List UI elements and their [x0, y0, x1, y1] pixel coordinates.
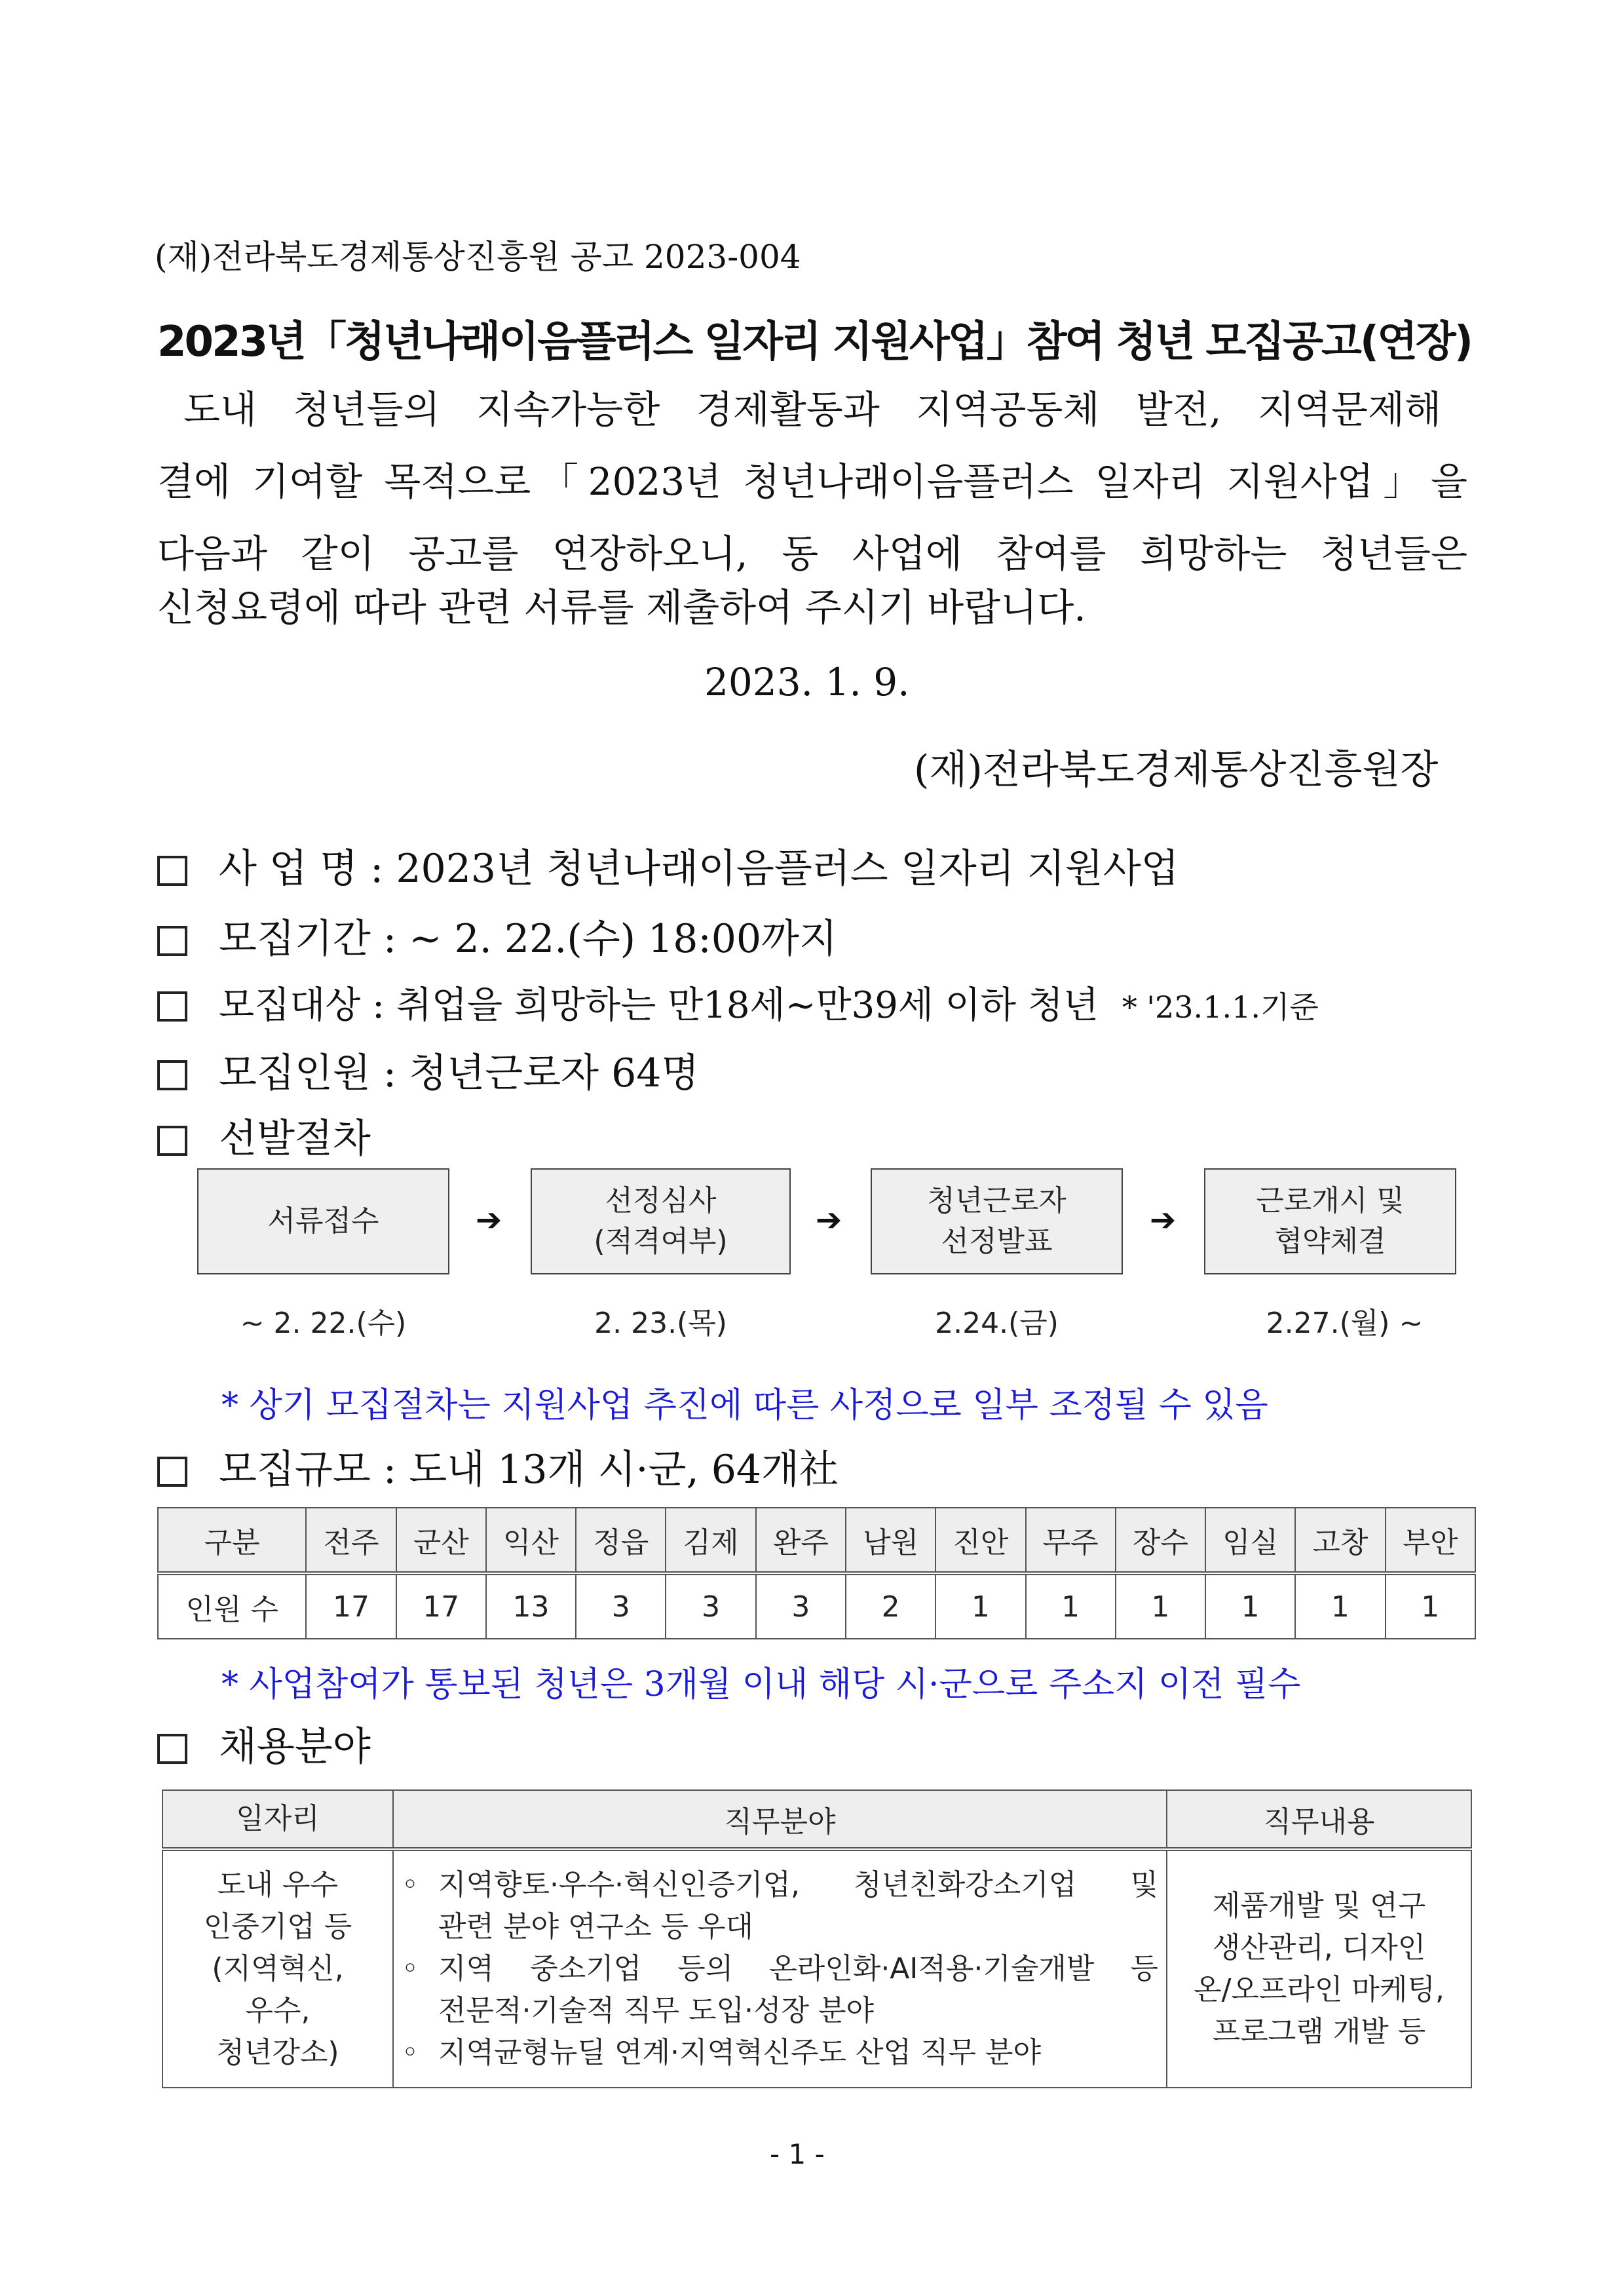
checkbox-icon — [157, 856, 187, 886]
scale-header-city: 남원 — [846, 1508, 935, 1573]
scale-cell-count: 1 — [1205, 1573, 1295, 1639]
checkbox-icon — [157, 1734, 187, 1764]
scale-cell-count: 2 — [846, 1573, 935, 1639]
checkbox-icon — [157, 1126, 187, 1156]
intro-line-1: 도내 청년들의 지속가능한 경제활동과 지역공동체 발전, 지역문제해 — [183, 387, 1441, 432]
job-content-cell — [1167, 1849, 1471, 2088]
issuer: (재)전라북도경제통상진흥원장 — [914, 747, 1439, 793]
checkbox-icon — [157, 1060, 187, 1090]
scale-row-label: 인원 수 — [158, 1573, 306, 1639]
item-scale-text: 모집규모 : 도내 13개 시·군, 64개社 — [219, 1447, 839, 1493]
job-category-line: (지역혁신, — [212, 1952, 344, 1985]
item-period-text: 모집기간 : ~ 2. 22.(수) 18:00까지 — [219, 916, 837, 962]
scale-cell-count: 17 — [306, 1573, 396, 1639]
arrow-icon: ➔ — [476, 1202, 502, 1238]
scale-cell-count: 1 — [1026, 1573, 1116, 1639]
item-target-text: 모집대상 : 취업을 희망하는 만18세~만39세 이하 청년 — [219, 984, 1099, 1027]
scale-header-city: 무주 — [1026, 1508, 1116, 1573]
item-headcount-text: 모집인원 : 청년근로자 64명 — [219, 1050, 700, 1096]
scale-header-city: 진안 — [935, 1508, 1025, 1573]
item-field-text: 채용분야 — [219, 1724, 371, 1770]
selection-note: * 상기 모집절차는 지원사업 추진에 따른 사정으로 일부 조정될 수 있음 — [221, 1386, 1268, 1425]
checkbox-icon — [157, 926, 187, 956]
step-1-label: 서류접수 — [267, 1204, 379, 1238]
scale-header-city: 장수 — [1116, 1508, 1205, 1573]
scale-header-label: 구분 — [158, 1508, 306, 1573]
bullet-icon: ◦ — [402, 1952, 419, 1985]
scale-cell-count: 3 — [576, 1573, 666, 1639]
scale-header-city: 정읍 — [576, 1508, 666, 1573]
arrow-icon: ➔ — [816, 1202, 842, 1238]
scale-header-city: 김제 — [666, 1508, 755, 1573]
job-field-text: 관련 분야 연구소 등 우대 — [438, 1910, 753, 1943]
step-4-label: 근로개시 및 — [1256, 1184, 1405, 1217]
scale-header-city: 완주 — [756, 1508, 846, 1573]
scale-header-city: 익산 — [486, 1508, 576, 1573]
scale-header-city: 임실 — [1205, 1508, 1295, 1573]
job-field-bullet — [402, 2032, 1158, 2074]
item-project-text: 사 업 명 : 2023년 청년나래이음플러스 일자리 지원사업 — [219, 846, 1179, 892]
job-category-line: 인중기업 등 — [203, 1910, 352, 1943]
checkbox-icon — [157, 991, 187, 1022]
item-target-note: * '23.1.1.기준 — [1122, 989, 1319, 1025]
job-header-content: 직무내용 — [1167, 1790, 1471, 1849]
job-category-line: 청년강소) — [216, 2036, 339, 2069]
job-content-line: 온/오프라인 마케팅, — [1194, 1973, 1445, 2006]
item-selection — [157, 1107, 371, 1164]
job-field-text: 전문적·기술적 직무 도입·성장 분야 — [438, 1994, 874, 2027]
bullet-icon: ◦ — [402, 2036, 419, 2069]
scale-cell-count: 13 — [486, 1573, 576, 1639]
intro-line-2: 결에 기여할 목적으로「2023년 청년나래이음플러스 일자리 지원사업」을 — [157, 459, 1467, 504]
job-field-text: 지역 중소기업 등의 온라인화·AI적용·기술개발 등 — [438, 1952, 1158, 1985]
step-4-sublabel: 협약체결 — [1274, 1225, 1386, 1258]
job-field-cell — [393, 1849, 1167, 2088]
step-1-date: ~ 2. 22.(수) — [240, 1307, 407, 1340]
step-3-sublabel: 선정발표 — [941, 1225, 1053, 1258]
job-table — [162, 1789, 1472, 2088]
page-number: - 1 - — [770, 2138, 825, 2170]
scale-cell-count: 17 — [396, 1573, 486, 1639]
step-box-2 — [531, 1168, 791, 1274]
scale-cell-count: 3 — [756, 1573, 846, 1639]
scale-table — [157, 1507, 1476, 1639]
scale-table-header — [158, 1508, 1475, 1573]
page-title: 2023년「청년나래이음플러스 일자리 지원사업」참여 청년 모집공고(연장) — [157, 318, 1471, 366]
item-scale — [157, 1438, 839, 1495]
job-field-bullet — [402, 1864, 1158, 1948]
job-field-text: 지역균형뉴딜 연계·지역혁신주도 산업 직무 분야 — [438, 2036, 1042, 2069]
step-2-label: 선정심사 — [605, 1184, 717, 1217]
scale-header-city: 군산 — [396, 1508, 486, 1573]
step-3-label: 청년근로자 — [927, 1184, 1067, 1217]
item-project — [157, 837, 1179, 894]
scale-table-row — [158, 1573, 1475, 1639]
announcement-date: 2023. 1. 9. — [704, 660, 910, 704]
scale-header-city: 고창 — [1295, 1508, 1385, 1573]
step-box-3 — [871, 1168, 1123, 1274]
job-category-line: 도내 우수 — [217, 1868, 338, 1902]
job-table-header — [162, 1790, 1471, 1849]
item-field — [157, 1715, 371, 1772]
scale-cell-count: 1 — [1295, 1573, 1385, 1639]
job-header-category: 일자리 — [162, 1790, 393, 1849]
job-content-line: 제품개발 및 연구 — [1212, 1889, 1426, 1923]
step-box-4 — [1204, 1168, 1456, 1274]
scale-cell-count: 1 — [1116, 1573, 1205, 1639]
arrow-icon: ➔ — [1150, 1202, 1177, 1238]
scale-header-city: 전주 — [306, 1508, 396, 1573]
step-box-1 — [197, 1168, 449, 1274]
step-3-date: 2.24.(금) — [935, 1307, 1059, 1340]
job-content-line: 생산관리, 디자인 — [1212, 1931, 1426, 1964]
step-2-date: 2. 23.(목) — [594, 1307, 727, 1340]
item-headcount — [157, 1042, 699, 1098]
scale-header-city: 부안 — [1386, 1508, 1475, 1573]
job-table-row — [162, 1849, 1471, 2088]
step-2-sublabel: (적격여부) — [594, 1225, 728, 1258]
step-4-date: 2.27.(월) ~ — [1266, 1307, 1424, 1340]
item-selection-text: 선발절차 — [219, 1116, 371, 1162]
intro-line-3: 다음과 같이 공고를 연장하오니, 동 사업에 참여를 희망하는 청년들은 — [157, 531, 1467, 576]
scale-cell-count: 1 — [935, 1573, 1025, 1639]
item-period — [157, 908, 837, 964]
address-note: * 사업참여가 통보된 청년은 3개월 이내 해당 시·군으로 주소지 이전 필수 — [221, 1665, 1301, 1704]
bullet-icon: ◦ — [402, 1868, 419, 1902]
job-field-bullet — [402, 1948, 1158, 2032]
item-target — [157, 976, 1319, 1029]
scale-cell-count: 3 — [666, 1573, 755, 1639]
job-field-text: 지역향토·우수·혁신인증기업, 청년친화강소기업 및 — [438, 1868, 1158, 1902]
job-content-line: 프로그램 개발 등 — [1212, 2015, 1426, 2048]
job-header-field: 직무분야 — [393, 1790, 1167, 1849]
job-category-line: 우수, — [245, 1994, 311, 2027]
intro-line-4: 신청요령에 따라 관련 서류를 제출하여 주시기 바랍니다. — [157, 585, 1086, 630]
notice-number: (재)전라북도경제통상진흥원 공고 2023-004 — [155, 238, 801, 276]
scale-cell-count: 1 — [1386, 1573, 1475, 1639]
checkbox-icon — [157, 1457, 187, 1487]
job-category-cell — [162, 1849, 393, 2088]
